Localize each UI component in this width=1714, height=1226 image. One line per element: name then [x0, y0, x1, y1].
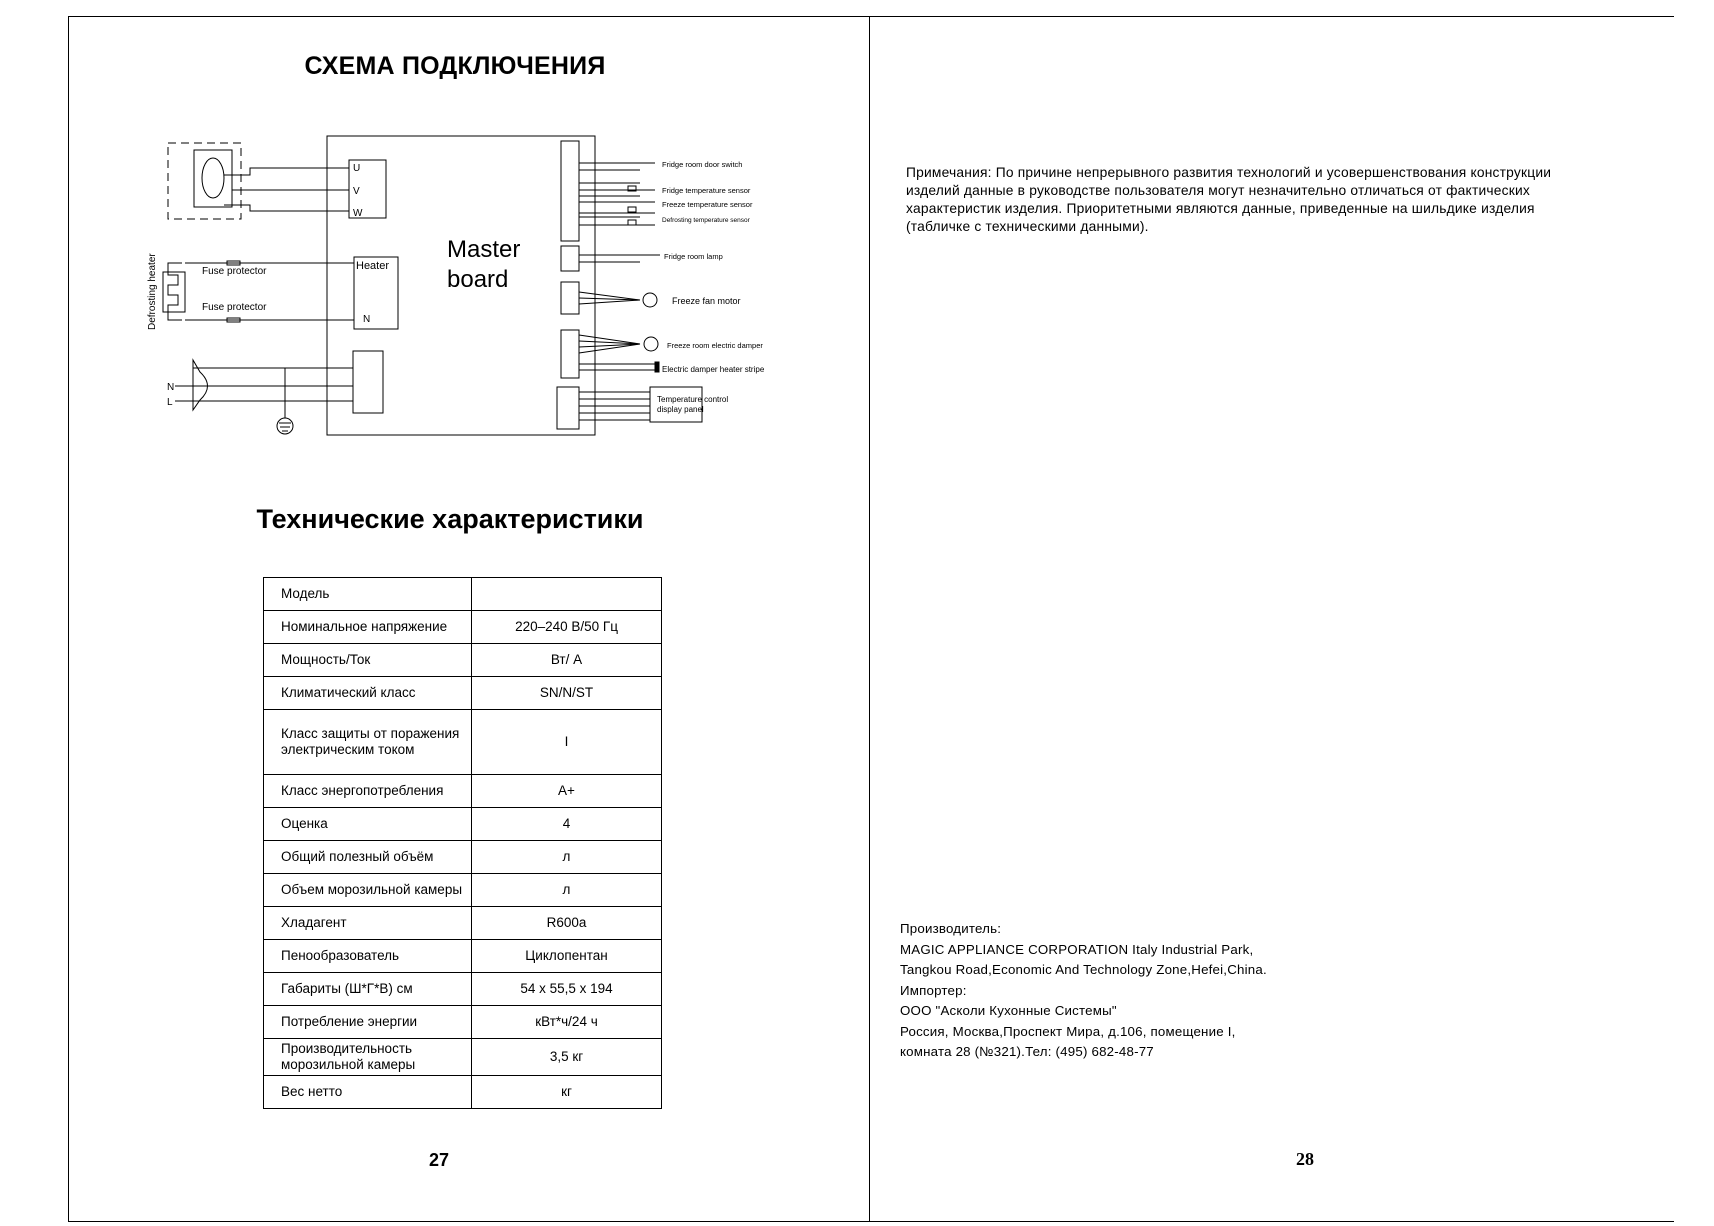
door-switch-label: Fridge room door switch — [662, 160, 743, 169]
table-row — [264, 1039, 662, 1076]
terminal-u-label: U — [353, 163, 361, 174]
sensor-connector — [561, 141, 579, 241]
spec-label: Класс энергопотребления — [264, 775, 472, 808]
compressor-motor-icon — [202, 158, 224, 198]
ground-icon — [277, 418, 293, 434]
table-row — [264, 611, 662, 644]
spec-label: Модель — [264, 578, 472, 611]
page-divider — [869, 16, 870, 1222]
spec-value: R600a — [472, 907, 662, 940]
manufacturer-block — [900, 919, 1267, 1063]
lamp-label: Fridge room lamp — [664, 252, 723, 261]
terminal-w-label: W — [353, 208, 363, 219]
spec-value: SN/N/ST — [472, 677, 662, 710]
spec-label: Пенообразователь — [264, 940, 472, 973]
fuse-protector-label-2: Fuse protector — [202, 302, 267, 313]
wiring-diagram — [140, 130, 790, 450]
damper-heater-label: Electric damper heater stripe — [662, 365, 765, 374]
spec-value: кВт*ч/24 ч — [472, 1006, 662, 1039]
table-row — [264, 775, 662, 808]
table-row — [264, 1006, 662, 1039]
table-row — [264, 973, 662, 1006]
spec-value: 3,5 кг — [472, 1039, 662, 1076]
table-row — [264, 644, 662, 677]
table-row — [264, 578, 662, 611]
defrosting-heater-label: Defrosting heater — [147, 253, 158, 330]
bottom-border — [68, 1221, 1674, 1222]
line-n-label: N — [167, 382, 175, 393]
line-l-label: L — [167, 397, 173, 408]
freeze-sensor-label: Freeze temperature sensor — [662, 200, 753, 209]
specs-table — [263, 577, 662, 1109]
spec-value — [472, 578, 662, 611]
spec-value: Циклопентан — [472, 940, 662, 973]
spec-value: I — [472, 710, 662, 775]
spec-label: Климатический класс — [264, 677, 472, 710]
spec-label: Номинальное напряжение — [264, 611, 472, 644]
damper-connector — [561, 330, 579, 378]
manufacturer-line-1: MAGIC APPLIANCE CORPORATION Italy Industrial Park, — [900, 941, 1254, 957]
compressor-dashed-box — [168, 143, 241, 219]
lamp-connector — [561, 246, 579, 271]
spec-value: л — [472, 874, 662, 907]
manufacturer-line-2: Tangkou Road,Economic And Technology Zone,Hefei,China. — [900, 962, 1267, 977]
display-panel-label-2: display panel — [657, 405, 704, 414]
table-row — [264, 841, 662, 874]
spec-label: Мощность/Ток — [264, 644, 472, 677]
importer-line-2: Россия, Москва,Проспект Мира, д.106, помещение I, — [900, 1023, 1236, 1039]
spec-label: Оценка — [264, 808, 472, 841]
terminal-v-label: V — [353, 186, 360, 197]
master-board-label-2: board — [447, 266, 509, 293]
spec-value: 220–240 В/50 Гц — [472, 611, 662, 644]
power-connector — [353, 351, 383, 413]
defrost-sensor-label: Defrosting temperature sensor — [662, 217, 750, 224]
specs-title: Технические характеристики — [256, 504, 644, 534]
table-row — [264, 710, 662, 775]
spec-value: 4 — [472, 808, 662, 841]
table-row — [264, 808, 662, 841]
spec-value: 54 х 55,5 х 194 — [472, 973, 662, 1006]
table-row — [264, 907, 662, 940]
importer-line-1: ООО "Асколи Кухонные Системы" — [900, 1003, 1117, 1018]
spec-label: Габариты (Ш*Г*В) см — [264, 973, 472, 1006]
spec-label: Хладагент — [264, 907, 472, 940]
spec-label: Вес нетто — [264, 1076, 472, 1109]
left-border — [68, 16, 69, 1222]
fan-motor-label: Freeze fan motor — [672, 296, 741, 306]
display-panel-label-1: Temperature control — [657, 395, 729, 404]
terminal-n-label: N — [363, 314, 371, 325]
spec-label: Производительность морозильной камеры — [264, 1039, 472, 1076]
spec-value: л — [472, 841, 662, 874]
display-connector — [557, 387, 579, 429]
spec-value: A+ — [472, 775, 662, 808]
damper-label: Freeze room electric damper — [667, 341, 763, 350]
heater-label: Heater — [356, 260, 390, 272]
importer-label: Импортер: — [900, 982, 967, 998]
spec-label: Класс защиты от поражения электрическим током — [264, 710, 472, 775]
fan-connector — [561, 282, 579, 314]
top-border — [68, 16, 1674, 17]
master-board-label-1: Master — [447, 236, 521, 263]
wiring-diagram-title: СХЕМА ПОДКЛЮЧЕНИЯ — [304, 52, 606, 80]
spec-label: Общий полезный объём — [264, 841, 472, 874]
spec-value: кг — [472, 1076, 662, 1109]
spec-value: Вт/ А — [472, 644, 662, 677]
note-paragraph: Примечания: По причине непрерывного развития технологий и усовершенствования конструкции изделий данные в руководстве пользователя могут незначительно отличаться от фактических характеристик изделия. Приоритетными являются данные, приведенные на шильдике изделия (табличке с техническими данными). — [906, 165, 1552, 234]
table-row — [264, 677, 662, 710]
importer-line-3: комната 28 (№321).Тел: (495) 682-48-77 — [900, 1044, 1154, 1059]
table-row — [264, 1076, 662, 1109]
spec-label: Объем морозильной камеры — [264, 874, 472, 907]
page-number-right: 28 — [1296, 1149, 1314, 1169]
table-row — [264, 874, 662, 907]
page-number-left: 27 — [429, 1150, 450, 1170]
table-row — [264, 940, 662, 973]
fridge-sensor-label: Fridge temperature sensor — [662, 186, 751, 195]
fuse-protector-label-1: Fuse protector — [202, 266, 267, 277]
fan-motor-icon — [643, 293, 657, 307]
damper-motor-icon — [644, 337, 658, 351]
manufacturer-label: Производитель: — [900, 921, 1002, 936]
spec-label: Потребление энергии — [264, 1006, 472, 1039]
